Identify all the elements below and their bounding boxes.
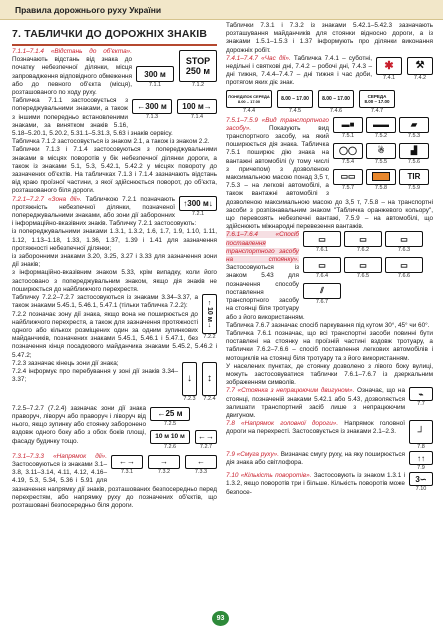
signs-7-4-3-7 — [226, 90, 433, 115]
paragraph-7-2-a: із попереджувальними знаками 1.3.1, 1.3.2, 1.6, 1.7, 1.9, 1.10, 1.11, 1.12, 1.13–1.18, 1.33, 1.36, 1.37, 1.39 і 1.41 для зазначення протяжності небезпечної ділянки; — [12, 228, 217, 252]
turns-icon: 3∽ — [409, 472, 433, 486]
sign-7-1-2: STOP 250 м 7.1.2 — [179, 50, 217, 89]
paragraph-7-2-b: із заборонними знаками 3.20, 3.25, 3.27 і 3.33 для зазначення зони дії знаків; — [12, 253, 217, 269]
sign-7-6-7: ⫽ 7.6.7 — [303, 283, 341, 306]
car-icon: ▰ — [399, 117, 429, 133]
sign-7-4-6: 8.00 – 17.00 7.4.6 — [318, 90, 354, 115]
bicycle-icon: ◯◯ — [333, 143, 363, 159]
block-7-7 — [226, 387, 433, 420]
paragraph-7-7: 7.7 «Стоянка з непрацюючим двигуном». Означає, що на стоянці, позначеній знаками 5.42.1 або 5.43, дозволяється залишати транспортний засіб лише з непрацюючим двигуном. — [226, 387, 405, 419]
block-7-4 — [226, 55, 433, 88]
sign-7-4-7: СЕРЕДА 8.00 – 17.00 7.4.7 — [359, 90, 395, 115]
paragraph-7-1-3: Таблички 7.1.3 і 7.1.4 застосовуються з попереджувальними знаками в місцях поворотів у бік небезпечної ділянки дороги, а також із знаками 5.1, 5.3, 5.42.1, 5.42.2 у місцях повороту до зазначених об'єктів. На табличках 7.1.3 і 7.1.4 зазначають відстань від краю проїзної частини, з якої здійснюється поворот, до об'єкта, розташованого біля дороги. — [12, 146, 217, 195]
sign-7-5-8: 7.5.8 — [366, 169, 396, 192]
block-7-3 — [12, 453, 217, 510]
left-column — [12, 22, 217, 510]
sign-7-1-3: ← 300 м 7.1.3 — [132, 99, 172, 121]
plate-7-2-2: ↑ 10 м ↓ — [202, 294, 217, 334]
paragraph-7-2-5: 7.2.5–7.2.7 (7.2.4) зазначає зони дії знака праворуч, ліворуч або праворуч і ліворуч від нього, якщо зупинку або стоянку заборонено вздовж одного боку або з обох боків площі, фасаду будинку тощо. — [12, 404, 146, 445]
parking-icon: ▭ — [303, 231, 341, 247]
block-7-1 — [12, 48, 217, 138]
sign-7-6-5: ▭ 7.6.5 — [344, 257, 382, 280]
sign-7-5-9: TIR 7.5.9 — [399, 169, 429, 192]
signs-7-1-3-4 — [132, 97, 217, 123]
section-title: 7. ТАБЛИЧКИ ДО ДОРОЖНІХ ЗНАКІВ — [12, 28, 208, 40]
signs-7-2-3-4 — [182, 360, 217, 405]
signs-7-3 — [111, 453, 217, 478]
sign-7-2-1: ↑ 300 м ↓ 7.2.1 — [179, 196, 217, 218]
paragraph-7-2: 7.2.1–7.2.7 «Зона дії». Табличкою 7.2.1 позначають протяжність небезпечної ділянки, позначеної попереджувальними знаками, або зони дії заборонних і інформаційно-вказівних знаків. Табличку 7.2.1 застосовують: — [12, 195, 197, 228]
sign-7-3-3: ← 7.3.3 — [185, 455, 217, 476]
paragraph-7-1-1: Табличка 7.1.1 застосовується з попереджувальними знаками, а також з іншими попередньо встановленими знаками, за винятком знаків 5.16, 5.18–5.20.1, 5.20.2, 5.31.1–5.31.3, 5.63 і знаків сервісу. — [12, 97, 173, 138]
sign-7-6-3: ▭ 7.6.3 — [385, 231, 423, 254]
signs-7-4-1-3 — [376, 55, 433, 84]
plate-7-2-1: ↑ 300 м ↓ — [179, 196, 217, 211]
running-header: Правила дорожнього руху України — [0, 0, 443, 20]
sign-7-5-6: ▟ 7.5.6 — [399, 143, 429, 166]
paragraph-7-6: 7.6.1–7.6.4 «Спосіб поставлення транспортного засобу на стоянку». Застосовуються із знаком 5.43 для позначення способу поставлення транспортного засобу на стоянці біля тротуару або з його використанням. — [226, 231, 305, 321]
signs-7-6 — [303, 231, 433, 306]
sign-7-8: ┘ 7.8 — [409, 420, 433, 451]
tools-icon: ⚒ — [407, 57, 433, 75]
block-7-10 — [226, 472, 433, 497]
sign-7-5-5: ☃ 7.5.5 — [366, 143, 396, 166]
paragraph-7-8: 7.8 «Напрямок головної дороги». Напрямок головної дороги на перехресті. Застосовується із знаками 2.1–2.3. — [226, 420, 405, 436]
block-7-6 — [226, 231, 433, 321]
paragraph-7-1-2: Табличка 7.1.2 застосовується із знаком 2.1, а також із знаком 2.2. — [12, 138, 210, 146]
sign-7-6-1: ▭ 7.6.1 — [303, 231, 341, 254]
pedestrian-icon: ☃ — [366, 143, 396, 159]
signs-7-5 — [333, 117, 433, 192]
sign-7-5-2: ▬▬ 7.5.2 — [366, 117, 396, 140]
paragraph-7-6-mirror: У населених пунктах, де стоянку дозволено з лівого боку вулиці, можуть застосовуватися таблички 7.6.1–7.6.7 із дзеркальним зображенням символів. — [226, 362, 433, 387]
paragraph-7-1: 7.1.1–7.1.4 «Відстань до об'єкта». Позначають відстань від знака до початку небезпечної ділянки, місця запровадження відповідного обмеження або до певного об'єкта (місця), розташованого по ходу руху. — [12, 48, 132, 97]
bus-icon: ▬▬ — [366, 117, 396, 133]
orange-plate-icon — [372, 172, 390, 181]
sign-7-1-4: 100 м → 7.1.4 — [177, 99, 217, 121]
plate-7-1-1: 300 м — [136, 66, 174, 82]
paragraph-7-6-1: Табличка 7.6.1 позначає, що всі транспортні засоби повинні бути поставлені на стоянку на проїзній частині вздовж тротуару, а таблички 7.6.2–7.6.6 – спосіб поставлення легкових автомобілів і мотоциклів на стоянці біля тротуару та з його використанням. — [226, 329, 433, 362]
sign-7-5-3: ▰ 7.5.3 — [399, 117, 429, 140]
section-rule — [12, 44, 217, 46]
sign-7-5-4: ◯◯ 7.5.4 — [333, 143, 363, 166]
sign-7-6-6: ▭ 7.6.6 — [385, 257, 423, 280]
sign-7-4-1: ✱ 7.4.1 — [376, 57, 402, 82]
block-7-5 — [226, 117, 433, 232]
sign-7-2-5: ← 25 м 7.2.5 — [150, 407, 190, 428]
truck-icon: ▬■ — [333, 117, 363, 133]
paragraph-7-3: 7.3.1–7.3.3 «Напрямок дії». Застосовуються із знаками 3.1–3.8, 3.11–3.14, 4.11, 4.12, 4.16–4.19, 5.3, 5.34, 5.36 і 5.91 для зазначення напрямку дії знаків, розташованих безпосередньо перед перехрестям, або напрямку руху до позначених об'єктів, що розташовані безпосередньо біля дороги. — [12, 452, 217, 509]
lane-arrow-icon: ↑↑ — [409, 451, 433, 465]
sign-7-2-3: ↓ 7.2.3 — [182, 362, 197, 403]
right-column — [226, 22, 433, 497]
sign-7-2-2: ↑ 10 м ↓ 7.2.2 — [202, 294, 217, 341]
paragraph-7-2-4: 7.2.4 інформує про перебування у зоні дії знаків 3.34–3.37; — [12, 367, 178, 384]
block-7-2-5 — [12, 405, 217, 453]
arrow-left-icon: ← — [137, 102, 146, 112]
signs-7-1-1-2 — [136, 48, 217, 91]
sign-7-1-1: 300 м 7.1.1 — [136, 66, 174, 89]
sign-7-5-7: ▭▭ 7.5.7 — [333, 169, 363, 192]
paragraph-7-2-3b: 7.2.3 зазначає кінець зони дії знака; — [12, 359, 119, 367]
page-number: 93 — [212, 611, 229, 626]
trailer-icon: ▭▭ — [333, 169, 363, 185]
sign-7-4-2: ⚒ 7.4.2 — [407, 57, 433, 82]
plate-7-1-3: ← 300 м — [132, 99, 172, 114]
block-7-2-2 — [12, 294, 217, 360]
paragraph-7-6-7: Табличка 7.6.7 зазначає спосіб паркування під кутом 30°, 45° чи 60°. — [226, 321, 430, 329]
paragraph-7-3-b: Таблички 7.3.1 і 7.3.2 із знаками 5.42.1–5.42.3 зазначають розташування майданчиків для стоянки відносно дороги, а із знаками 1.5.1–1.5.3 і 1.37 інформують про ділянки виконання дорожніх робіт. — [226, 22, 433, 54]
sign-7-6-4: ▭ 7.6.4 — [303, 257, 341, 280]
block-7-8 — [226, 420, 433, 451]
sign-7-5-1: ▬■ 7.5.1 — [333, 117, 363, 140]
bracket-icon: ↑ — [183, 198, 188, 208]
paragraph-7-2-3: 7.2.2 позначає зону дії знака, якщо вона не поширюється до найближчого перехрестя, а також для зазначення протяжності одного або кількох розміщених один за одним зупинкових майданчиків, позначених знаками 5.45.1, 5.46.1 і 5.47.1, без позначення кінця посадкового майданчика знаками 5.45.2, 5.46.2 і 5.47.2; — [12, 310, 217, 359]
sign-7-2-4: ↕ 7.2.4 — [202, 362, 217, 403]
paragraph-7-2-c: з інформаційно-вказівним знаком 5.33, крім випадку, коли його застосовано з попереджувальним знаком, якщо дія знаків не поширюється до найближчого перехрестя. — [12, 269, 217, 293]
paragraph-7-10: 7.10 «Кількість поворотів». Застосовують із знаком 1.3.1 і 1.3.2, якщо поворотів три і більше. Кількість поворотів може безпосе- — [226, 472, 405, 496]
engine-off-icon: ⌁ — [409, 387, 433, 401]
signs-7-2-5-7 — [150, 405, 217, 453]
plate-7-1-2: STOP 250 м — [179, 50, 217, 82]
block-7-2 — [12, 196, 217, 229]
tractor-icon: ▟ — [399, 143, 429, 159]
sign-7-10: 3∽ 7.10 — [409, 472, 433, 493]
paragraph-7-5: 7.5.1–7.5.9 «Вид транспортного засобу». Показують вид транспортного засобу, на який поширюється дія знака. Табличка 7.5.1 поширює дію знака на вантажні автомобілі (у тому числі з причепом) з дозволеною максимальною масою понад 3,5 т, 7.5.3 – на легкові автомобілі, а також вантажні автомобілі з дозволеною максимальною масою до 3,5 т, 7.5.8 – на транспортні засоби з розпізнавальним знаком "Табличка оранжевого кольору", що перевозять небезпечні вантажі, 7.5.9 – на автомобілі, що здійснюють міжнародні перевезення вантажів. — [226, 116, 433, 231]
paragraph-7-9: 7.9 «Смуга руху». Визначає смугу руху, на яку поширюється дія знака або світлофора. — [226, 451, 405, 467]
block-7-2-3 — [12, 360, 217, 405]
sign-7-3-2: → 7.3.2 — [148, 455, 180, 476]
block-7-9 — [226, 451, 433, 472]
main-road-icon: ┘ — [409, 420, 433, 444]
paragraph-7-2-2: Табличку 7.2.2–7.2.7 застосовуються із знаками 3.34–3.37, а також знаками 5.45.1, 5.46.1, 5.47.1 (тільки табличка 7.2.2): — [12, 294, 198, 310]
sign-7-4-5: 8.00 – 17.00 7.4.5 — [277, 90, 313, 115]
sign-7-2-7: ←→ 7.2.7 — [195, 430, 217, 451]
arrow-right-icon: → — [203, 102, 212, 112]
sign-7-7: ⌁ 7.7 — [409, 387, 433, 408]
plate-7-1-4: 100 м → — [177, 99, 217, 114]
sign-7-9: ↑↑ 7.9 — [409, 451, 433, 472]
sign-7-6-2: ▭ 7.6.2 — [344, 231, 382, 254]
paragraph-7-4: 7.4.1–7.4.7 «Час дії». Табличка 7.4.1 – суботні, недільні і святкові дні, 7.4.2 – робочі дні, 7.4.3 – дні тижня, 7.4.4–7.4.7 – дні тижня і час доби, протягом яких діє знак. — [226, 54, 372, 87]
sign-7-3-1: ←→ 7.3.1 — [111, 455, 143, 476]
sign-7-4-4: ПОНЕДІЛОК СЕРЕДА 8.00 – 17.00 7.4.4 — [226, 90, 272, 115]
sign-7-2-6: 10 м 10 м 7.2.6 — [150, 430, 190, 451]
